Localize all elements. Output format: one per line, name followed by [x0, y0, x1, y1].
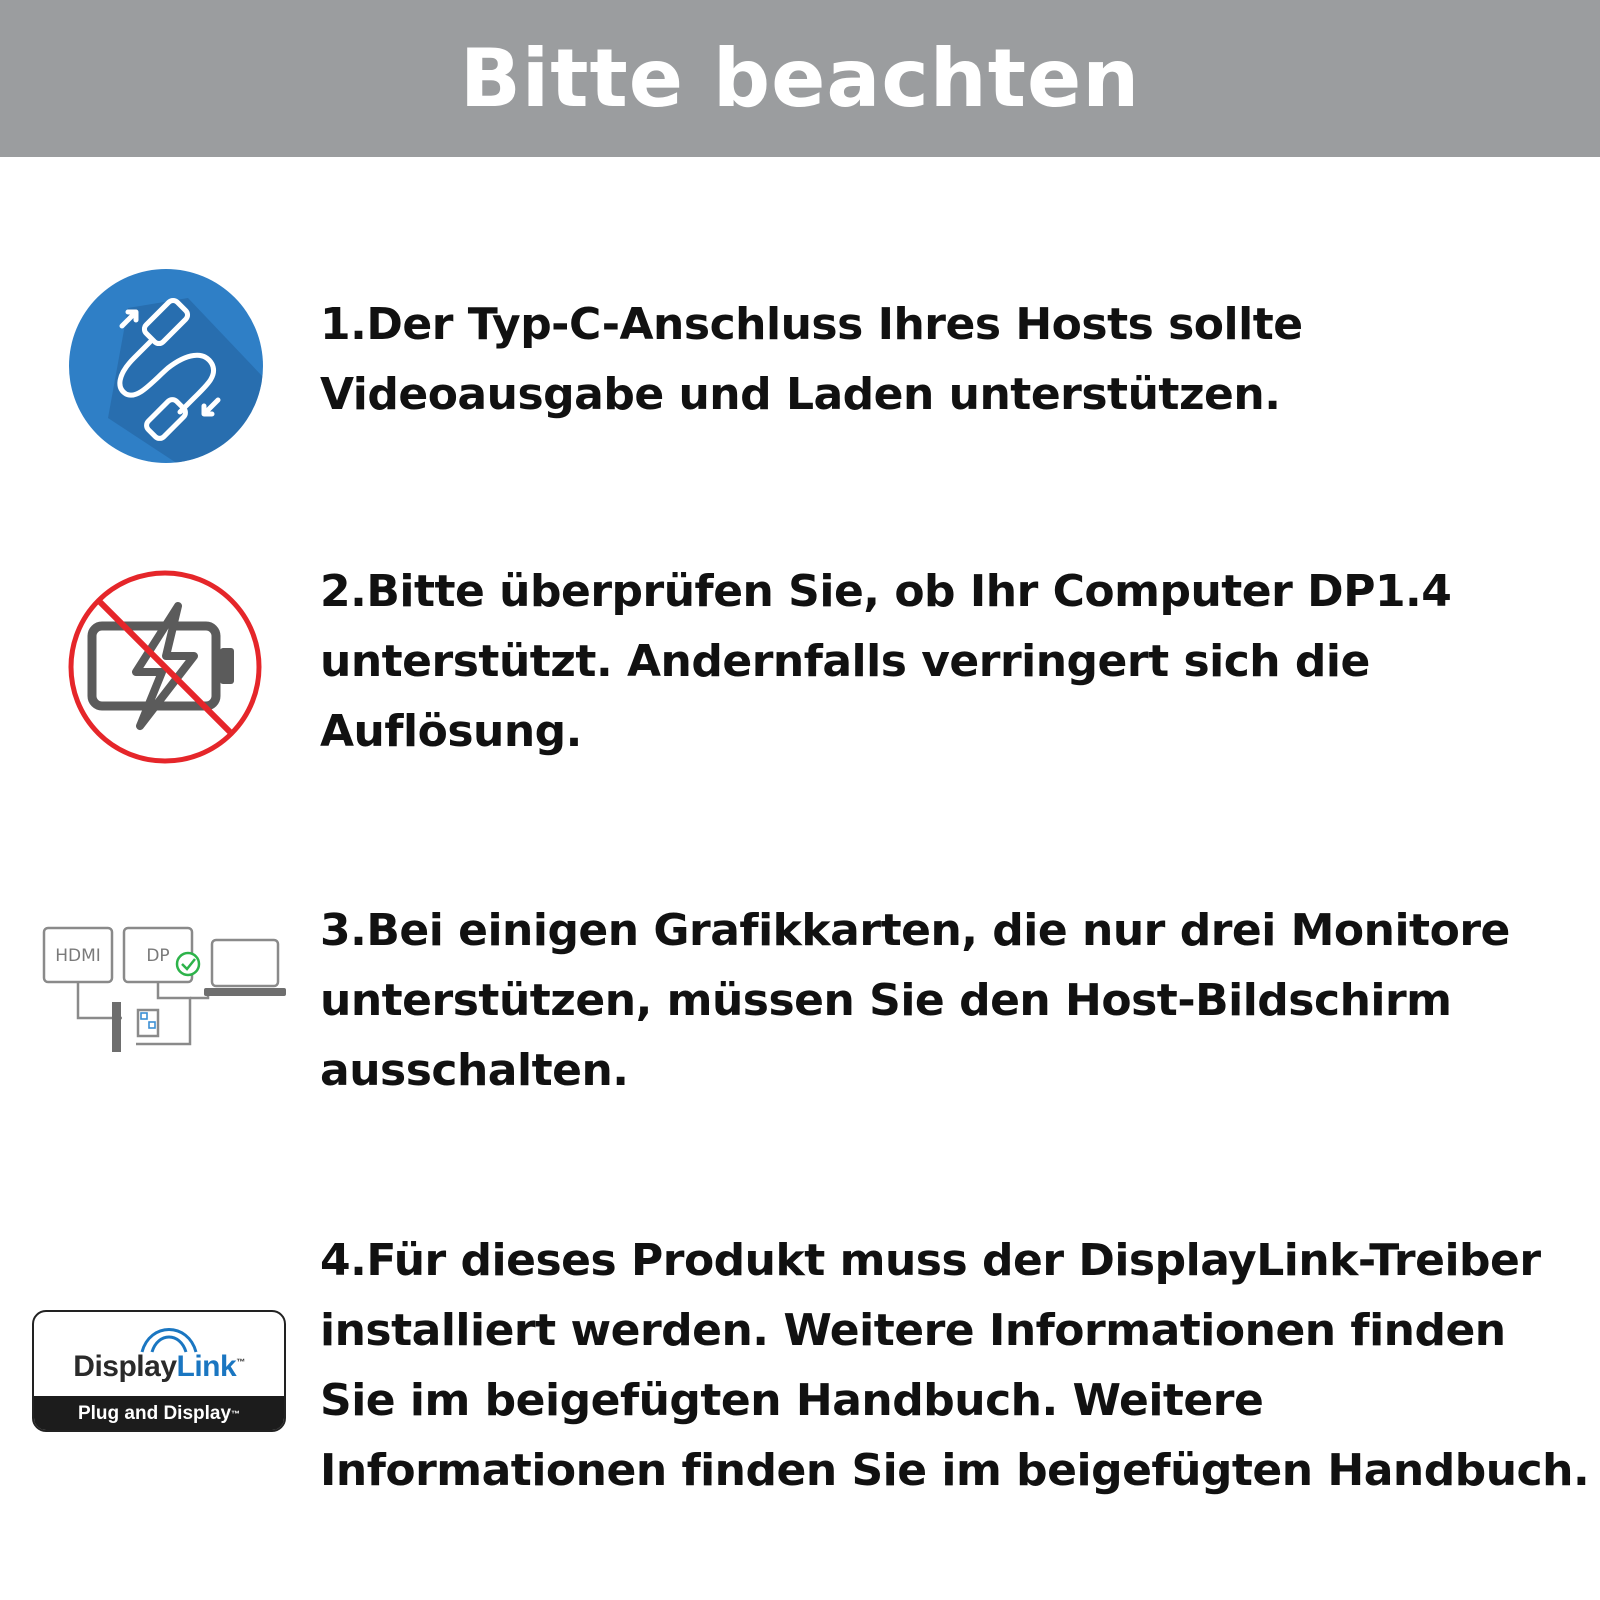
- brand-tm: ™: [236, 1357, 245, 1367]
- no-charging-icon: [66, 568, 264, 766]
- displaylink-logo: [32, 1310, 286, 1432]
- note-4: 4.Für dieses Produkt muss der DisplayLink-Treiber installiert werden. Weitere Informationen finden Sie im beigefügten Handbuch. Weitere Informationen finden Sie im beigefügten Handbuch.: [320, 1235, 1590, 1496]
- displaylink-wordmark: [34, 1312, 284, 1396]
- brand-display: Display: [73, 1350, 177, 1383]
- note-3: 3.Bei einigen Grafikkarten, die nur drei Monitore unterstützen, müssen Sie den Host-Bildschirm ausschalten.: [320, 905, 1510, 1096]
- header-banner: [0, 0, 1600, 157]
- usb-c-cable-icon: [68, 268, 264, 464]
- displaylink-tagline: [34, 1396, 284, 1432]
- note-1: 1.Der Typ-C-Anschluss Ihres Hosts sollte Videoausgabe und Laden unterstützen.: [320, 299, 1303, 420]
- brand-link: Link: [176, 1350, 237, 1383]
- note-2: 2.Bitte überprüfen Sie, ob Ihr Computer DP1.4 unterstützt. Andernfalls verringert sich die Auflösung.: [320, 566, 1452, 757]
- tagline-text: Plug and Display: [77, 1403, 232, 1424]
- page-title: Bitte beachten: [459, 32, 1141, 125]
- monitor-setup-icon: [40, 924, 292, 1084]
- signal-arc-icon: [134, 1314, 204, 1354]
- hdmi-label: HDMI: [55, 946, 101, 966]
- dp-label: DP: [146, 946, 170, 966]
- tagline-tm: ™: [231, 1409, 241, 1419]
